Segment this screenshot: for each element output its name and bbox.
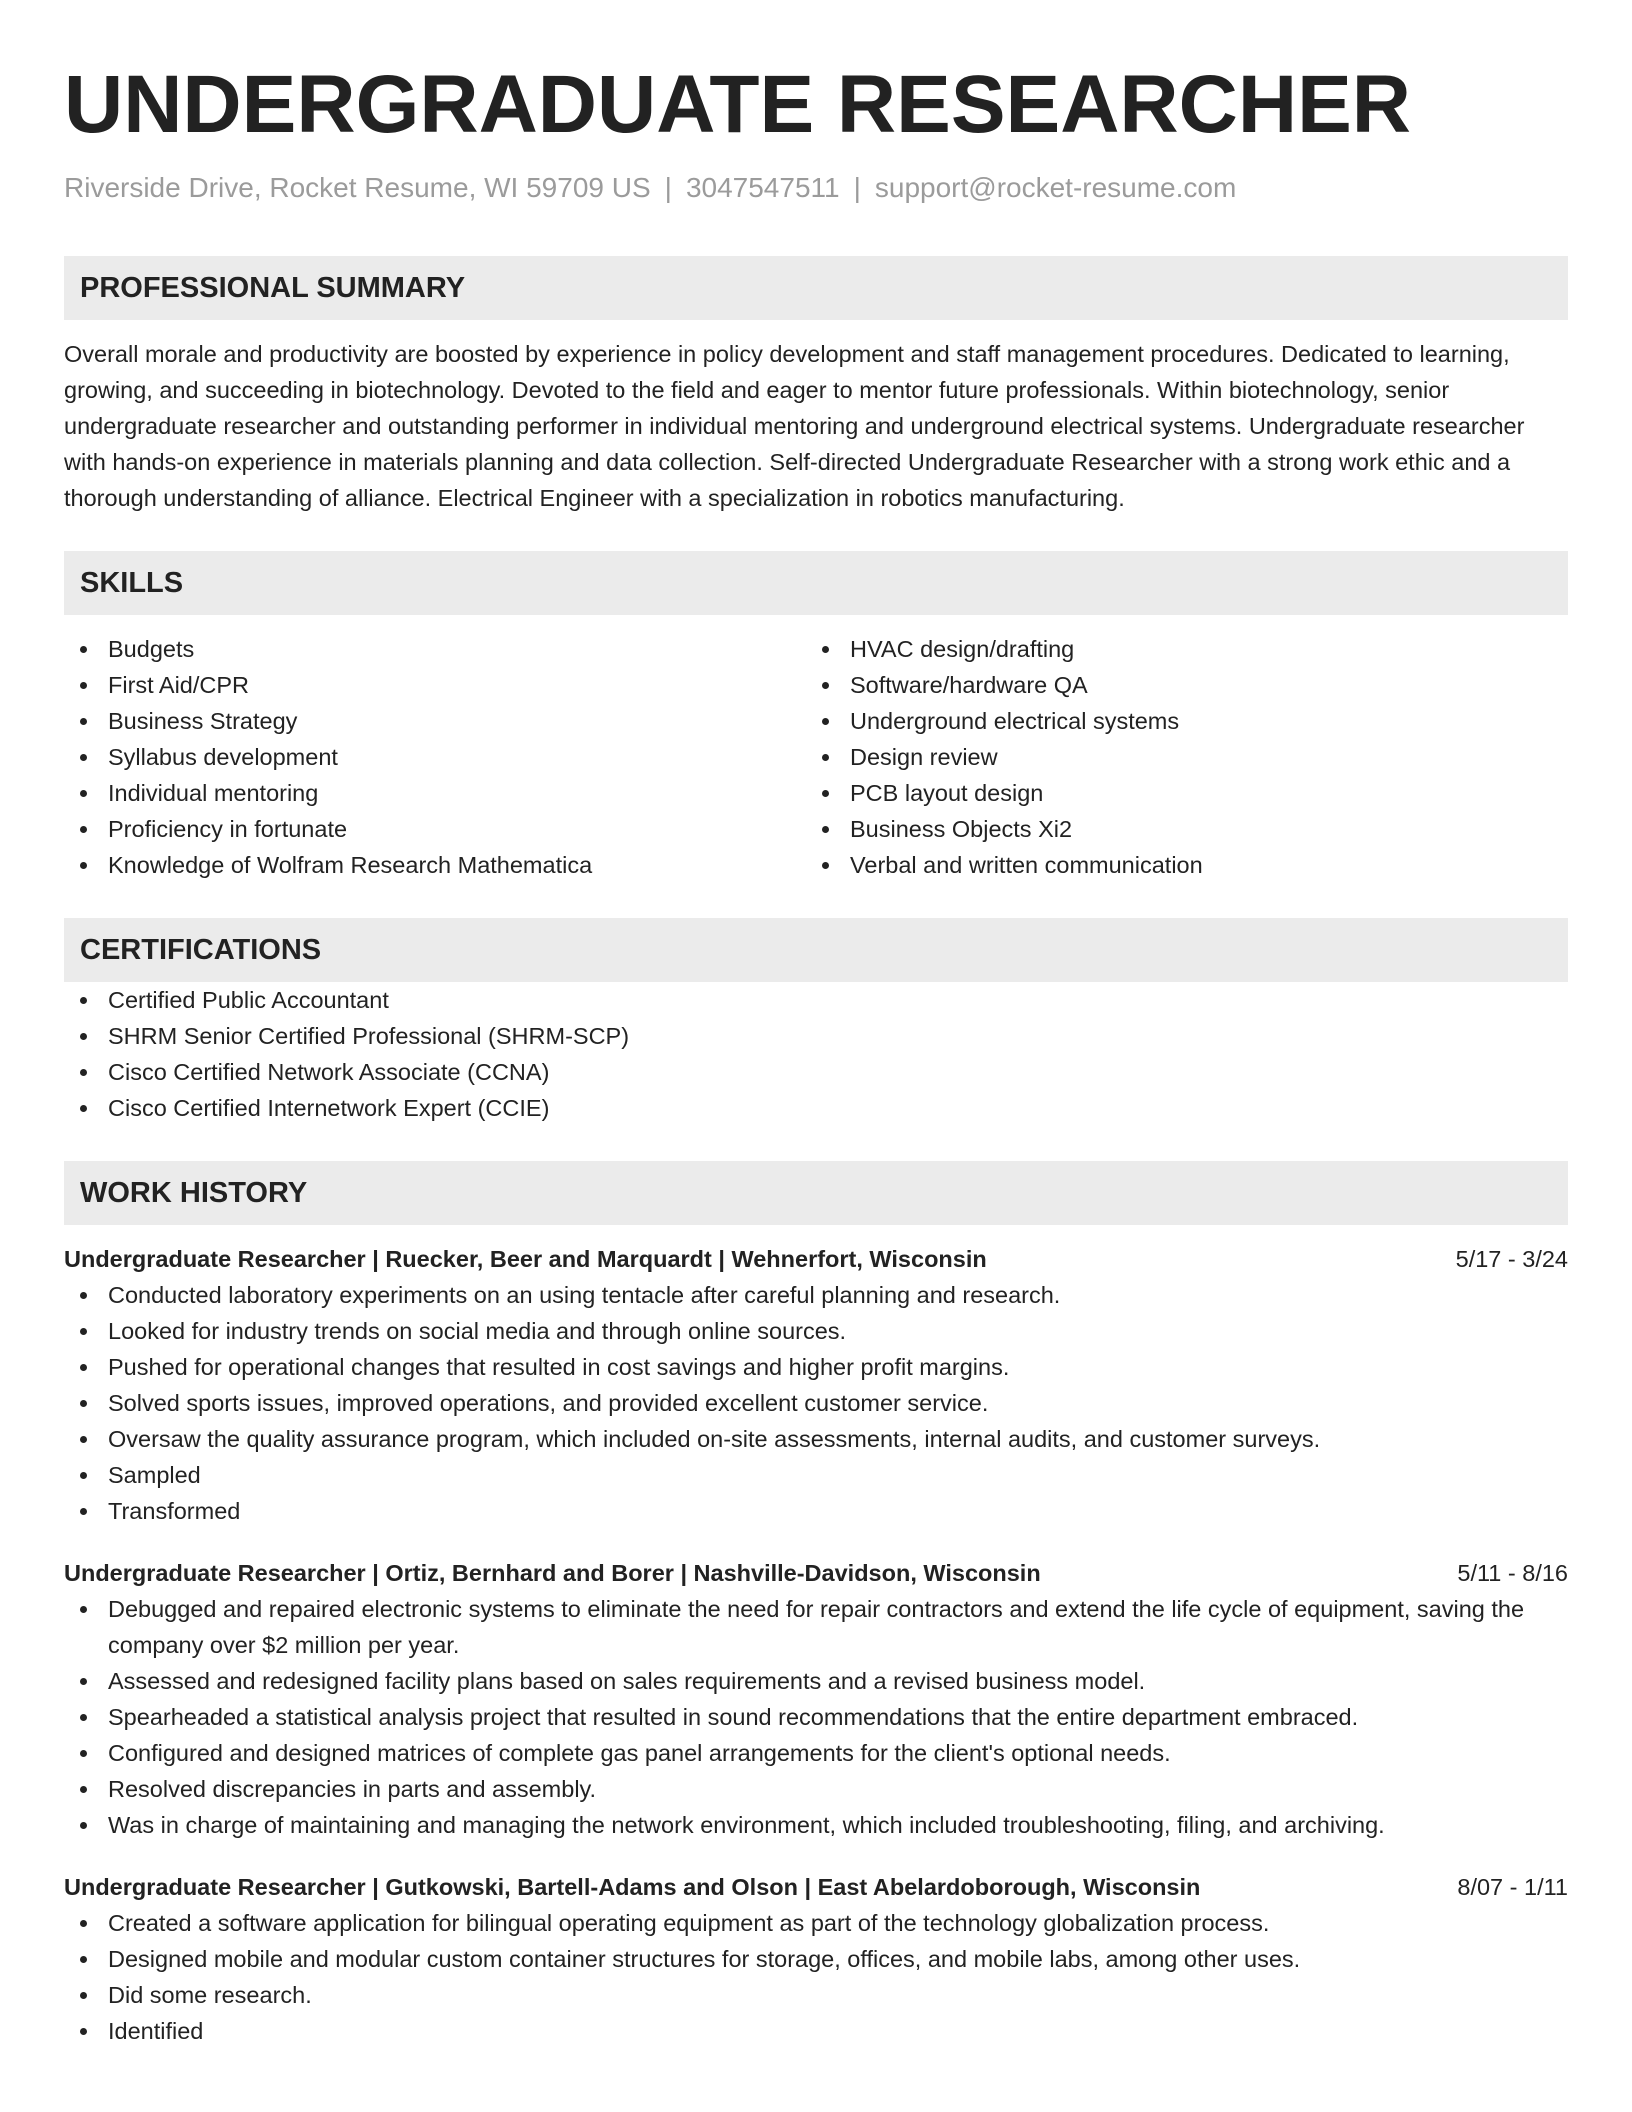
job-dates: 8/07 - 1/11 [1457,1874,1568,1900]
job-title: Undergraduate Researcher | Ruecker, Beer and Marquardt | Wehnerfort, Wisconsin [64,1246,987,1272]
certifications-list [64,982,1568,1126]
job-dates: 5/17 - 3/24 [1455,1246,1568,1272]
job-heading [64,1869,1568,1905]
skill-item: Budgets [64,631,806,667]
job-bullet: Configured and designed matrices of complete gas panel arrangements for the client's optional needs. [64,1735,1568,1771]
skills-list [64,631,1568,883]
section-header-work-history: WORK HISTORY [64,1161,1568,1225]
job-bullet: Was in charge of maintaining and managing the network environment, which included troubleshooting, filing, and archiving. [64,1807,1568,1843]
job-bullet: Looked for industry trends on social media and through online sources. [64,1313,1568,1349]
skill-item: Software/hardware QA [806,667,1548,703]
skill-item: Individual mentoring [64,775,806,811]
job-bullet: Identified [64,2013,1568,2049]
job-bullet: Oversaw the quality assurance program, which included on-site assessments, internal audits, and customer surveys. [64,1421,1568,1457]
job-heading [64,1241,1568,1277]
certification-item: SHRM Senior Certified Professional (SHRM-SCP) [64,1018,1568,1054]
contact-email: support@rocket-resume.com [874,172,1237,203]
certification-item: Certified Public Accountant [64,982,1568,1018]
skill-item: Business Objects Xi2 [806,811,1548,847]
contact-phone: 3047547511 [685,172,840,203]
job-bullet: Debugged and repaired electronic systems to eliminate the need for repair contractors and extend the life cycle of equipment, saving the company over $2 million per year. [64,1591,1568,1663]
section-header-certifications: CERTIFICATIONS [64,918,1568,982]
job-bullet: Conducted laboratory experiments on an using tentacle after careful planning and research. [64,1277,1568,1313]
job-bullet: Assessed and redesigned facility plans based on sales requirements and a revised business model. [64,1663,1568,1699]
skill-item: Proficiency in fortunate [64,811,806,847]
job-bullet: Created a software application for bilingual operating equipment as part of the technology globalization process. [64,1905,1568,1941]
skills-column-left [64,631,806,883]
job-bullet: Spearheaded a statistical analysis project that resulted in sound recommendations that the entire department embraced. [64,1699,1568,1735]
job-bullets [64,1905,1568,2049]
certification-item: Cisco Certified Network Associate (CCNA) [64,1054,1568,1090]
skill-item: First Aid/CPR [64,667,806,703]
job-title: Undergraduate Researcher | Ortiz, Bernhard and Borer | Nashville-Davidson, Wisconsin [64,1560,1041,1586]
skill-item: Business Strategy [64,703,806,739]
job-bullets [64,1591,1568,1843]
section-header-skills: SKILLS [64,551,1568,615]
job-heading [64,1555,1568,1591]
section-header-summary: PROFESSIONAL SUMMARY [64,256,1568,320]
job-bullet: Sampled [64,1457,1568,1493]
skill-item: Syllabus development [64,739,806,775]
job-bullet: Pushed for operational changes that resulted in cost savings and higher profit margins. [64,1349,1568,1385]
resume-page [64,0,1568,2049]
summary-text: Overall morale and productivity are boosted by experience in policy development and staff management procedures. Dedicated to learning, growing, and succeeding in biotechnology. Devoted to the field and eager to mentor future professionals. Within biotechnology, senior undergraduate researcher and outstanding performer in individual mentoring and underground electrical systems. Undergraduate researcher with hands-on experience in materials planning and data collection. Self-directed Undergraduate Researcher with a strong work ethic and a thorough understanding of alliance. Electrical Engineer with a specialization in robotics manufacturing. [64,341,1525,511]
certification-item: Cisco Certified Internetwork Expert (CCIE) [64,1090,1568,1126]
job-bullet: Did some research. [64,1977,1568,2013]
job-dates: 5/11 - 8/16 [1457,1560,1568,1586]
skill-item: Knowledge of Wolfram Research Mathematica [64,847,806,883]
resume-name: UNDERGRADUATE RESEARCHER [64,59,1411,150]
job-bullet: Transformed [64,1493,1568,1529]
contact-separator: | [853,172,861,203]
skill-item: HVAC design/drafting [806,631,1548,667]
skill-item: Verbal and written communication [806,847,1548,883]
job-bullet: Designed mobile and modular custom container structures for storage, offices, and mobile labs, among other uses. [64,1941,1568,1977]
job-bullets [64,1277,1568,1529]
job-bullet: Resolved discrepancies in parts and assembly. [64,1771,1568,1807]
skill-item: PCB layout design [806,775,1548,811]
skill-item: Design review [806,739,1548,775]
contact-line [64,170,1568,206]
skill-item: Underground electrical systems [806,703,1548,739]
job-bullet: Solved sports issues, improved operations, and provided excellent customer service. [64,1385,1568,1421]
job-title: Undergraduate Researcher | Gutkowski, Bartell-Adams and Olson | East Abelardoborough, Wisconsin [64,1874,1201,1900]
contact-separator: | [664,172,672,203]
contact-address: Riverside Drive, Rocket Resume, WI 59709 US [64,172,651,203]
skills-column-right [806,631,1548,883]
